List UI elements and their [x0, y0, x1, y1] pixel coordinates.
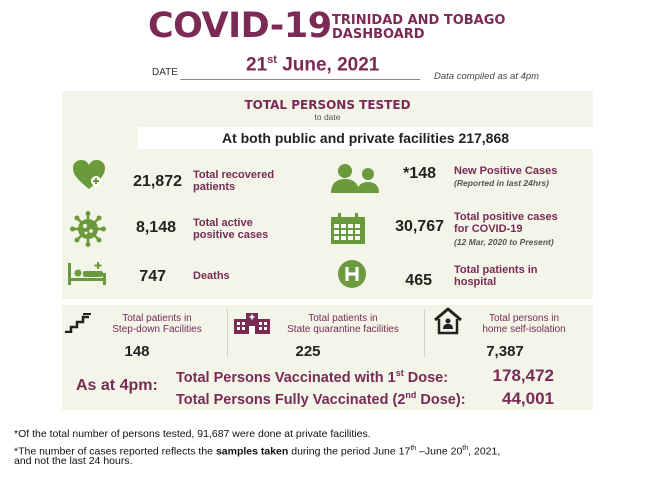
full-dose-value: 44,001 — [502, 389, 554, 408]
building-icon — [233, 312, 271, 334]
active-label: Total active positive cases — [193, 217, 269, 241]
tested-facilities: At both public and private facilities 217,868 — [221, 130, 510, 146]
report-date: 21st June, 2021 — [246, 54, 380, 76]
recovered-value: 21,872 — [133, 173, 182, 190]
hospital-icon — [337, 259, 367, 289]
tested-subtitle: to date — [314, 112, 341, 122]
dashboard-subtitle: TRINIDAD AND TOBAGO DASHBOARD — [332, 13, 506, 42]
deaths-value: 747 — [139, 268, 166, 285]
first-dose-label: Total Persons Vaccinated with 1st Dose: — [176, 368, 449, 386]
bed-icon — [67, 260, 107, 286]
total-positive-label: Total positive cases for COVID-19 — [454, 211, 558, 235]
date-underline — [180, 79, 420, 80]
quarantine-label: Total patients in State quarantine facilities — [287, 313, 399, 335]
home-value: 7,387 — [486, 343, 524, 360]
hospital-value: 465 — [405, 272, 432, 289]
full-dose-label: Total Persons Fully Vaccinated (2nd Dose): — [176, 390, 466, 408]
hospital-label: Total patients in hospital — [454, 264, 538, 288]
stepdown-value: 148 — [124, 343, 150, 360]
house-icon — [433, 307, 463, 335]
dashboard-title: COVID-19 — [148, 6, 332, 46]
footnote-samples-cont: and not the last 24 hours. — [14, 455, 133, 467]
virus-icon — [70, 211, 106, 247]
heart-icon — [72, 159, 106, 191]
divider-1 — [227, 309, 228, 357]
quarantine-value: 225 — [295, 343, 321, 360]
footnote-samples: *The number of cases reported reflects the samples taken during the period June 17th –June 20th, 2021, — [14, 445, 501, 458]
deaths-label: Deaths — [193, 270, 230, 282]
stairs-icon — [64, 311, 94, 333]
as-at-label: As at 4pm: — [76, 377, 158, 394]
tested-title: TOTAL PERSONS TESTED — [244, 98, 411, 112]
panel-separator — [62, 299, 593, 305]
home-label: Total persons in home self-isolation — [482, 313, 566, 335]
recovered-label: Total recovered patients — [193, 169, 275, 193]
stepdown-label: Total patients in Step-down Facilities — [112, 313, 202, 335]
new-cases-value: *148 — [403, 165, 436, 182]
first-dose-value: 178,472 — [492, 366, 554, 385]
new-cases-label: New Positive Cases — [454, 165, 558, 177]
total-positive-note: (12 Mar, 2020 to Present) — [454, 237, 554, 247]
date-label: DATE — [152, 67, 178, 78]
total-positive-value: 30,767 — [395, 218, 444, 235]
footnote-private: *Of the total number of persons tested, 91,687 were done at private facilities. — [14, 428, 371, 440]
new-cases-note: (Reported in last 24hrs) — [454, 178, 549, 188]
compiled-note: Data compiled as at 4pm — [434, 71, 540, 82]
divider-2 — [424, 309, 425, 357]
tested-total: 217,868 — [458, 130, 510, 146]
calendar-icon — [330, 213, 366, 245]
people-icon — [330, 163, 380, 193]
active-value: 8,148 — [135, 219, 176, 236]
